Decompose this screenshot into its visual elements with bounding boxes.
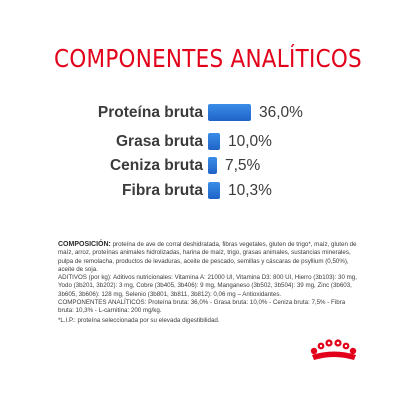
page-title: COMPONENTES ANALÍTICOS [54,44,362,73]
component-bar [208,104,251,121]
component-row-fat [0,132,416,152]
component-label: Grasa bruta [115,133,203,150]
component-row-protein [0,103,416,123]
composition-text [58,241,358,316]
component-bar [208,157,217,174]
component-value: 10,3% [228,182,272,199]
component-label: Proteína bruta [97,104,203,121]
composition-heading: COMPOSICIÓN: [58,241,111,248]
component-label: Ceniza bruta [109,157,203,174]
component-value: 36,0% [259,104,303,121]
component-row-fiber [0,181,416,201]
component-value: 10,0% [228,133,272,150]
royal-canin-crown-icon [309,338,359,364]
component-bar [208,182,220,199]
component-row-ash [0,156,416,176]
composition-analytics: COMPONENTES ANALÍTICOS: Proteína bruta: 36,0% - Grasa bruta: 10,0% - Ceniza bruta: 7,5% - Fibra bruta: 10,3% - L-carnitina: 200 mg/kg. [58,299,346,315]
component-value: 7,5% [225,157,261,174]
component-label: Fibra bruta [122,182,203,199]
composition-ingredients: proteína de ave de corral deshidratada, fibras vegetales, gluten de trigo*, maíz, gluten de maíz, arroz, proteínas animales hidrolizadas, harina de maíz, trigo, grasas animales, sustancias minerales, pulpa de remolacha, productos de levaduras, aceite de pescado, semillas y cáscaras de psyllium (0,50%), aceite de soja. [58,241,357,273]
footnote: *L.I.P.: proteína seleccionada por su elevada digestibilidad. [58,317,220,324]
component-bar [208,133,220,150]
composition-additives: ADITIVOS (por kg): Aditivos nutricionales: Vitamina A: 21000 UI, Vitamina D3: 800 UI, Hierro (3b103): 30 mg, Yodo (3b201, 3b202): 3 mg, Cobre (3b405, 3b406): 9 mg, Manganeso (3b502, 3b504): 39 mg, Zinc (3b603, 3b605, 3b606): 128 mg, Selenio (3b801, 3b811, 3b812): 0,06 mg – Antioxidantes. [58,274,357,298]
